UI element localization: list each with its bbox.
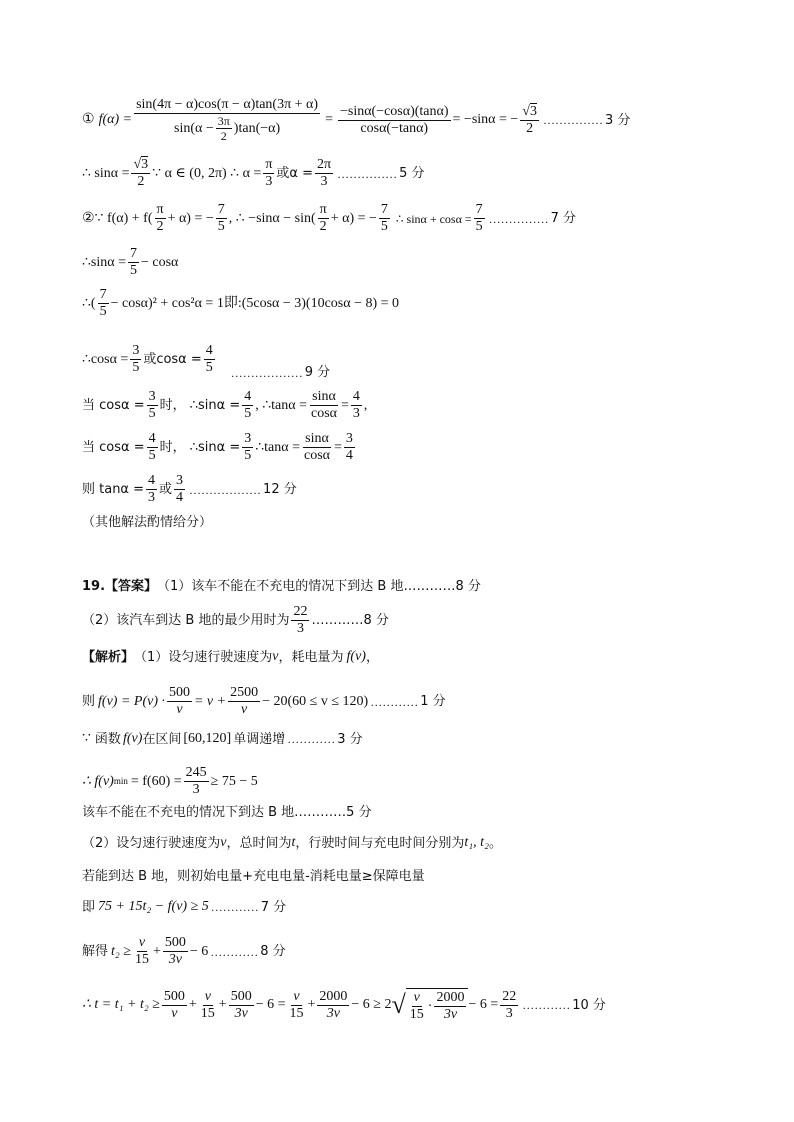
fraction: $\frac{√3}{2}$ — [522, 103, 537, 136]
line-7: 当 cosα = $\frac{3}{5}$ 时， ∴sinα = $\frac{4}{5}$ , ∴tanα = $\frac{\sin\alpha}{\cos\alpha}$ = $\frac{4}{3}$ , — [82, 389, 368, 421]
answer-line-1: 19.【答案】 （1）该车不能在不充电的情况下到达 B 地…………8 分 — [82, 579, 481, 594]
score: 12 分 — [263, 482, 297, 497]
analysis-line-2: 则 f(v) = P(v) · $\frac{500}{v}$ = v + $\frac{2500}{v}$ − 20(60 ≤ v ≤ 120) ………… 1 分 — [82, 685, 446, 717]
analysis-line-4: ∴ f(v) min = f(60) = $\frac{245}{3}$ ≥ 75 − 5 — [82, 765, 258, 797]
fraction: $\frac{-\sin\alpha(-\cos\alpha)(\tan\alpha)}{\cos\alpha(-\tan\alpha)}$ — [339, 103, 449, 136]
answer-line-2: （2）该汽车到达 B 地的最少用时为 $\frac{22}{3}$ …………8 分 — [82, 604, 389, 636]
score: 10 分 — [572, 997, 606, 1013]
line-5: ∴( $\frac{7}{5}$ − cosα)² + cos²α = 1即:(5cosα − 3)(10cosα − 8) = 0 — [82, 287, 400, 319]
line-4: ∴sinα = $\frac{7}{5}$ − cosα — [82, 246, 179, 278]
answer-heading: 19.【答案】 — [82, 579, 158, 594]
analysis-line-9: 解得 t₂ ≥ $\frac{v}{15}$ + $\frac{500}{3v}$ − 6 ………… 8 分 — [82, 935, 286, 967]
score: 3 分 — [337, 731, 363, 747]
analysis-line-5: 该车不能在不充电的情况下到达 B 地…………5 分 — [82, 805, 372, 820]
analysis-line-7: 若能到达 B 地，则初始电量+充电电量-消耗电量≥保障电量 — [82, 869, 425, 884]
f-alpha: f(α) = — [98, 112, 133, 127]
analysis-line-10: ∴ t = t₁ + t₂ ≥ $\frac{500}{v}$ + $\frac{v}{15}$ + $\frac{500}{3v}$ − 6 = $\frac{v}{15}$ + $\frac{2000}{3v}$ − 6 ≥ 2 √ $\frac{v}{15}$ · $\frac{2000}{3v}$ − 6 = $\frac{22}{3}$ ………… 10 分 — [82, 988, 606, 1022]
line-6: ∴cosα = $\frac{3}{5}$ 或cosα = $\frac{4}{5}$ ……………… 9 分 — [82, 343, 331, 380]
score: 3 分 — [604, 112, 631, 128]
analysis-line-3: ∵ 函数 f(v) 在区间 [60,120] 单调递增 ………… 3 分 — [82, 731, 363, 747]
score: 5 分 — [399, 166, 425, 181]
note: （其他解法酌情给分） — [82, 515, 213, 530]
line-3: ②∵ f(α) + f( $\frac{\pi}{2}$ + α) = − $\frac{7}{5}$ , ∴ −sinα − sin( $\frac{\pi}{2}$ + α) = − $\frac{7}{5}$ ∴ sinα + cosα = $\frac{7}{5}$ …………… 7 分 — [82, 202, 577, 234]
fraction: sin(4π − α)cos(π − α)tan(3π + α) sin(α − $\frac{3\pi}{2}$ )tan(−α) — [136, 97, 319, 143]
line-8: 当 cosα = $\frac{4}{5}$ 时， ∴sinα = $\frac{3}{5}$ ∴tanα = $\frac{\sin\alpha}{\cos\alpha}$ = $\frac{3}{4}$ — [82, 431, 353, 463]
score: 8 分 — [260, 944, 286, 959]
square-root: √ $\frac{v}{15}$ · $\frac{2000}{3v}$ — [392, 988, 469, 1022]
line-1: ① f(α) = sin(4π − α)cos(π − α)tan(3π + α) sin(α − $\frac{3\pi}{2}$ )tan(−α) = $\frac{-\sin\alpha(-\cos\alpha)(\tan\alpha)}{\cos\alpha(-\tan\alpha)}$ = −sinα = − $\frac{√3}{2}$ …………… 3 分 — [82, 97, 631, 143]
line-2: ∴ sinα = $\frac{√3}{2}$ ∵ α ∈ (0, 2π) ∴ α = $\frac{\pi}{3}$ 或α = $\frac{2\pi}{3}$ …………… 5 分 — [82, 157, 425, 189]
analysis-line-8: 即 75 + 15t₂ − f(v) ≥ 5 ………… 7 分 — [82, 899, 287, 915]
circled-number-1: ① — [82, 112, 95, 127]
analysis-line-6: （2）设匀速行驶速度为 v ，总时间为 t ，行驶时间与充电时间分别为 t₁, t₂ 。 — [82, 835, 502, 851]
line-9: 则 tanα = $\frac{4}{3}$ 或 $\frac{3}{4}$ ……………… 12 分 — [82, 473, 297, 505]
analysis-heading: 【解析】 — [82, 649, 135, 665]
score: 9 分 — [304, 365, 331, 380]
analysis-line-1: 【解析】 （1）设匀速行驶速度为 v ，耗电量为 f(v) ， — [82, 649, 379, 665]
score: 7 分 — [550, 211, 577, 226]
score: 7 分 — [260, 899, 287, 915]
score: 1 分 — [420, 694, 446, 709]
